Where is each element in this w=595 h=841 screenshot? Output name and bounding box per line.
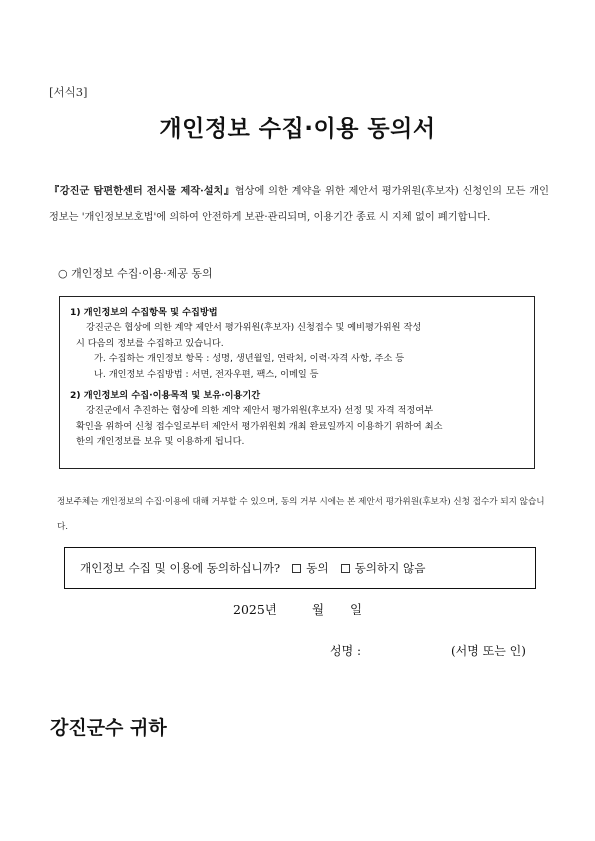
section2-desc-line3: 한의 개인정보를 보유 및 이용하게 됩니다. <box>76 436 245 447</box>
section2-desc-line2: 확인을 위하여 신청 접수일로부터 제안서 평가위원회 개최 완료일까지 이용하기 위하여 최소 <box>76 420 443 432</box>
consent-heading: ○ 개인정보 수집·이용·제공 동의 <box>58 267 213 280</box>
section2-desc-line1: 강진군에서 추진하는 협상에 의한 계약 제안서 평가위원(후보자) 선정 및 자격 적정여부 <box>86 405 434 416</box>
refusal-notice: 정보주체는 개인정보의 수집·이용에 대해 거부할 수 있으며, 동의 거부 시에는 본 제안서 평가위원(후보자) 신청 접수가 되지 않습니다. <box>57 497 545 532</box>
section1-item-a: 가. 수집하는 개인정보 항목 : 성명, 생년월일, 연락처, 이력·자격 사항, 주소 등 <box>94 353 405 364</box>
intro-text: 협상에 의한 계약을 위한 제안서 평가위원(후보자) 신청인의 모든 개인정보는 '개인정보보호법'에 의하여 안전하게 보관·관리되며, 이용기간 종료 시 지체 없이 폐기합니다. <box>49 186 549 223</box>
section1-title: 1) 개인정보의 수집항목 및 수집방법 <box>70 307 218 318</box>
section1-desc-line2: 시 다음의 정보를 수집하고 있습니다. <box>76 337 224 349</box>
disagree-option[interactable] <box>341 560 426 576</box>
section1-desc-line1: 강진군은 협상에 의한 계약 제안서 평가위원(후보자) 신청접수 및 예비평가위원 작성 <box>86 322 422 333</box>
intro-project-name: 『강진군 탐편한센터 전시물 제작·설치』 <box>49 185 235 197</box>
document-title: 개인정보 수집·이용 동의서 <box>159 116 436 142</box>
agree-checkbox[interactable] <box>292 564 301 573</box>
form-number: [서식3] <box>49 85 88 99</box>
agree-option[interactable] <box>292 560 328 576</box>
section2-title: 2) 개인정보의 수집·이용목적 및 보유·이용기간 <box>70 390 261 401</box>
consent-details-box <box>59 296 535 469</box>
disagree-label: 동의하지 않음 <box>354 561 426 575</box>
agree-label: 동의 <box>306 561 329 575</box>
consent-question-box <box>64 547 536 589</box>
consent-question: 개인정보 수집 및 이용에 동의하십니까? <box>80 561 281 575</box>
disagree-checkbox[interactable] <box>341 564 350 573</box>
section1-item-b: 나. 개인정보 수집방법 : 서면, 전자우편, 팩스, 이메일 등 <box>94 368 319 380</box>
addressee: 강진군수 귀하 <box>50 717 167 739</box>
date-month: 월 <box>312 602 325 617</box>
signature-label: 성명 : <box>330 644 362 658</box>
date-day: 일 <box>350 602 363 617</box>
signature-hint: (서명 또는 인) <box>451 644 526 658</box>
intro-paragraph <box>49 178 549 231</box>
date-year: 2025년 <box>233 602 277 617</box>
